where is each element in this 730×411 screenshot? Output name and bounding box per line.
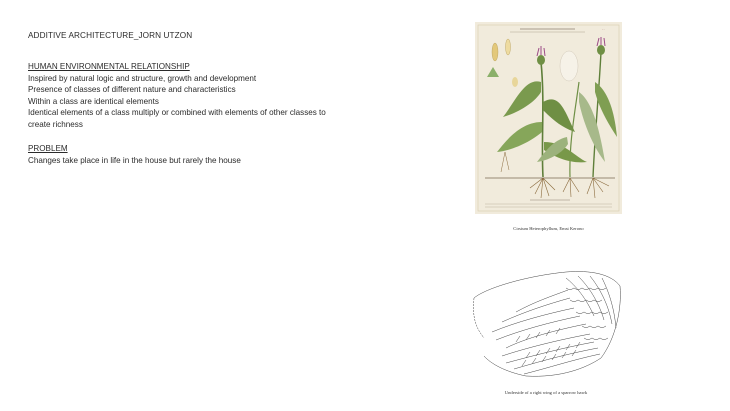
- page-title: ADDITIVE ARCHITECTURE_JORN UTZON: [28, 31, 193, 40]
- botanical-plate-illustration: [475, 22, 622, 214]
- plant-caption: Cirsium Heterophyllum, Emst Kerono: [513, 226, 584, 231]
- section-line: create richness: [28, 119, 83, 129]
- section-line: Within a class are identical elements: [28, 96, 159, 106]
- wing-illustration: [466, 268, 626, 383]
- section-line: Changes take place in life in the house but rarely the house: [28, 155, 241, 165]
- wing-caption: Underside of a right wing of a sparrow hawk: [504, 390, 588, 395]
- section-line: Inspired by natural logic and structure, growth and development: [28, 73, 257, 83]
- section-line: Identical elements of a class multiply or combined with elements of other classes to: [28, 108, 326, 118]
- problem-section: [28, 143, 368, 166]
- section-line: Presence of classes of different nature and characteristics: [28, 85, 236, 95]
- section-heading-problem: PROBLEM: [28, 144, 68, 153]
- svg-text:··: ··: [602, 27, 605, 32]
- human-environmental-section: [28, 61, 368, 131]
- section-heading-human: HUMAN ENVIRONMENTAL RELATIONSHIP: [28, 62, 190, 71]
